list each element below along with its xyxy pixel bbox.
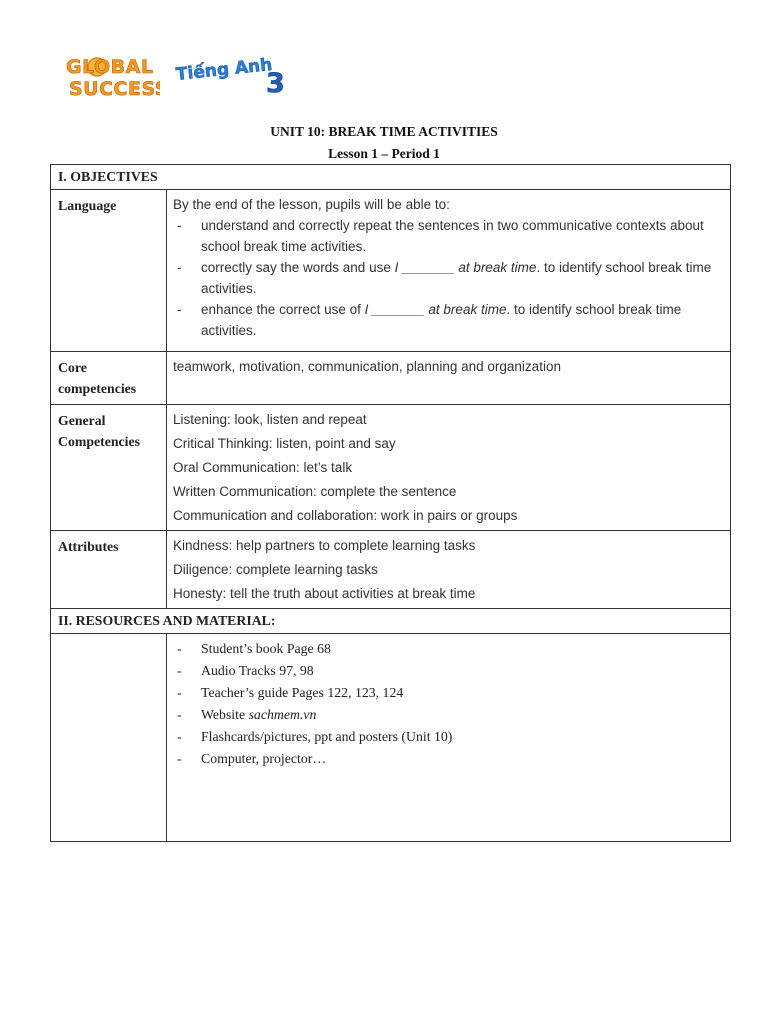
- logo-tieng-anh: Tiếng Anh: [175, 56, 274, 85]
- bullet-text-pre: correctly say the words and use: [201, 260, 395, 275]
- attribute-line: Honesty: tell the truth about activities at break time: [173, 586, 476, 601]
- resource-text: Student’s book Page 68: [201, 641, 331, 656]
- attributes-label: Attributes: [51, 531, 167, 609]
- bullet-text-italic: I _______ at break time: [394, 260, 537, 275]
- language-cell: [167, 190, 731, 352]
- language-bullet: [173, 257, 724, 299]
- general-competencies-cell: [167, 405, 731, 531]
- bullet-text-italic: I _______ at break time: [364, 302, 507, 317]
- resource-text: Audio Tracks 97, 98: [201, 663, 314, 678]
- unit-title: UNIT 10: BREAK TIME ACTIVITIES: [270, 124, 498, 139]
- objectives-header-row: [51, 165, 731, 190]
- bullet-dash: -: [177, 729, 182, 744]
- lesson-plan-table: [50, 164, 731, 842]
- tieng-anh-logo: [174, 56, 292, 98]
- resource-item: [173, 682, 724, 704]
- language-intro: By the end of the lesson, pupils will be able to:: [173, 197, 450, 212]
- resource-item: [173, 638, 724, 660]
- resource-item: [173, 748, 724, 770]
- general-competencies-label: General Competencies: [51, 405, 167, 531]
- language-bullet-text: understand and correctly repeat the sentences in two communicative contexts about school break time activities.: [201, 218, 704, 254]
- core-competencies-label: Core competencies: [51, 352, 167, 405]
- resources-empty-cell: [51, 634, 167, 842]
- bullet-dash: -: [177, 302, 182, 317]
- attributes-row: [51, 531, 731, 609]
- resources-header: II. RESOURCES AND MATERIAL:: [51, 609, 731, 634]
- bullet-text-pre: enhance the correct use of: [201, 302, 365, 317]
- resources-cell: [167, 634, 731, 842]
- language-label: Language: [51, 190, 167, 352]
- bullet-text-post: . to identify school break time activities.: [201, 260, 712, 296]
- resource-website-link[interactable]: sachmem.vn: [248, 707, 317, 722]
- resources-header-row: [51, 609, 731, 634]
- global-success-logo: [64, 52, 160, 100]
- objectives-header: I. OBJECTIVES: [51, 165, 731, 190]
- general-competency-line: Oral Communication: let’s talk: [173, 460, 353, 475]
- bullet-dash: -: [177, 260, 182, 275]
- resources-row: [51, 634, 731, 842]
- resource-text: Computer, projector…: [201, 751, 327, 766]
- attributes-cell: [167, 531, 731, 609]
- resource-item: [173, 660, 724, 682]
- language-bullet: [173, 299, 724, 341]
- attribute-line: Kindness: help partners to complete learning tasks: [173, 538, 476, 553]
- bullet-dash: -: [177, 751, 182, 766]
- language-bullet: [173, 215, 724, 257]
- resource-text: Flashcards/pictures, ppt and posters (Unit 10): [201, 729, 453, 744]
- core-competencies-row: [51, 352, 731, 405]
- general-competency-line: Listening: look, listen and repeat: [173, 412, 367, 427]
- resource-item: [173, 704, 724, 726]
- general-competencies-row: [51, 405, 731, 531]
- bullet-dash: -: [177, 218, 182, 233]
- bullet-dash: -: [177, 685, 182, 700]
- general-competency-line: Communication and collaboration: work in pairs or groups: [173, 508, 518, 523]
- attribute-line: Diligence: complete learning tasks: [173, 562, 378, 577]
- resource-text-pre: Website: [201, 707, 249, 722]
- logo-grade: 3: [266, 68, 285, 98]
- core-competencies-text: teamwork, motivation, communication, planning and organization: [167, 352, 731, 405]
- bullet-dash: -: [177, 707, 182, 722]
- general-competency-line: Critical Thinking: listen, point and say: [173, 436, 396, 451]
- logo-global-line1: GLOBAL: [66, 56, 154, 78]
- bullet-text-post: . to identify school break time activities.: [201, 302, 682, 338]
- language-row: [51, 190, 731, 352]
- resource-item: [173, 726, 724, 748]
- logo-global-line2: SUCCESS: [69, 78, 160, 100]
- bullet-dash: -: [177, 641, 182, 656]
- lesson-title: Lesson 1 – Period 1: [328, 146, 440, 161]
- general-competency-line: Written Communication: complete the sentence: [173, 484, 457, 499]
- bullet-dash: -: [177, 663, 182, 678]
- resource-text: Teacher’s guide Pages 122, 123, 124: [201, 685, 404, 700]
